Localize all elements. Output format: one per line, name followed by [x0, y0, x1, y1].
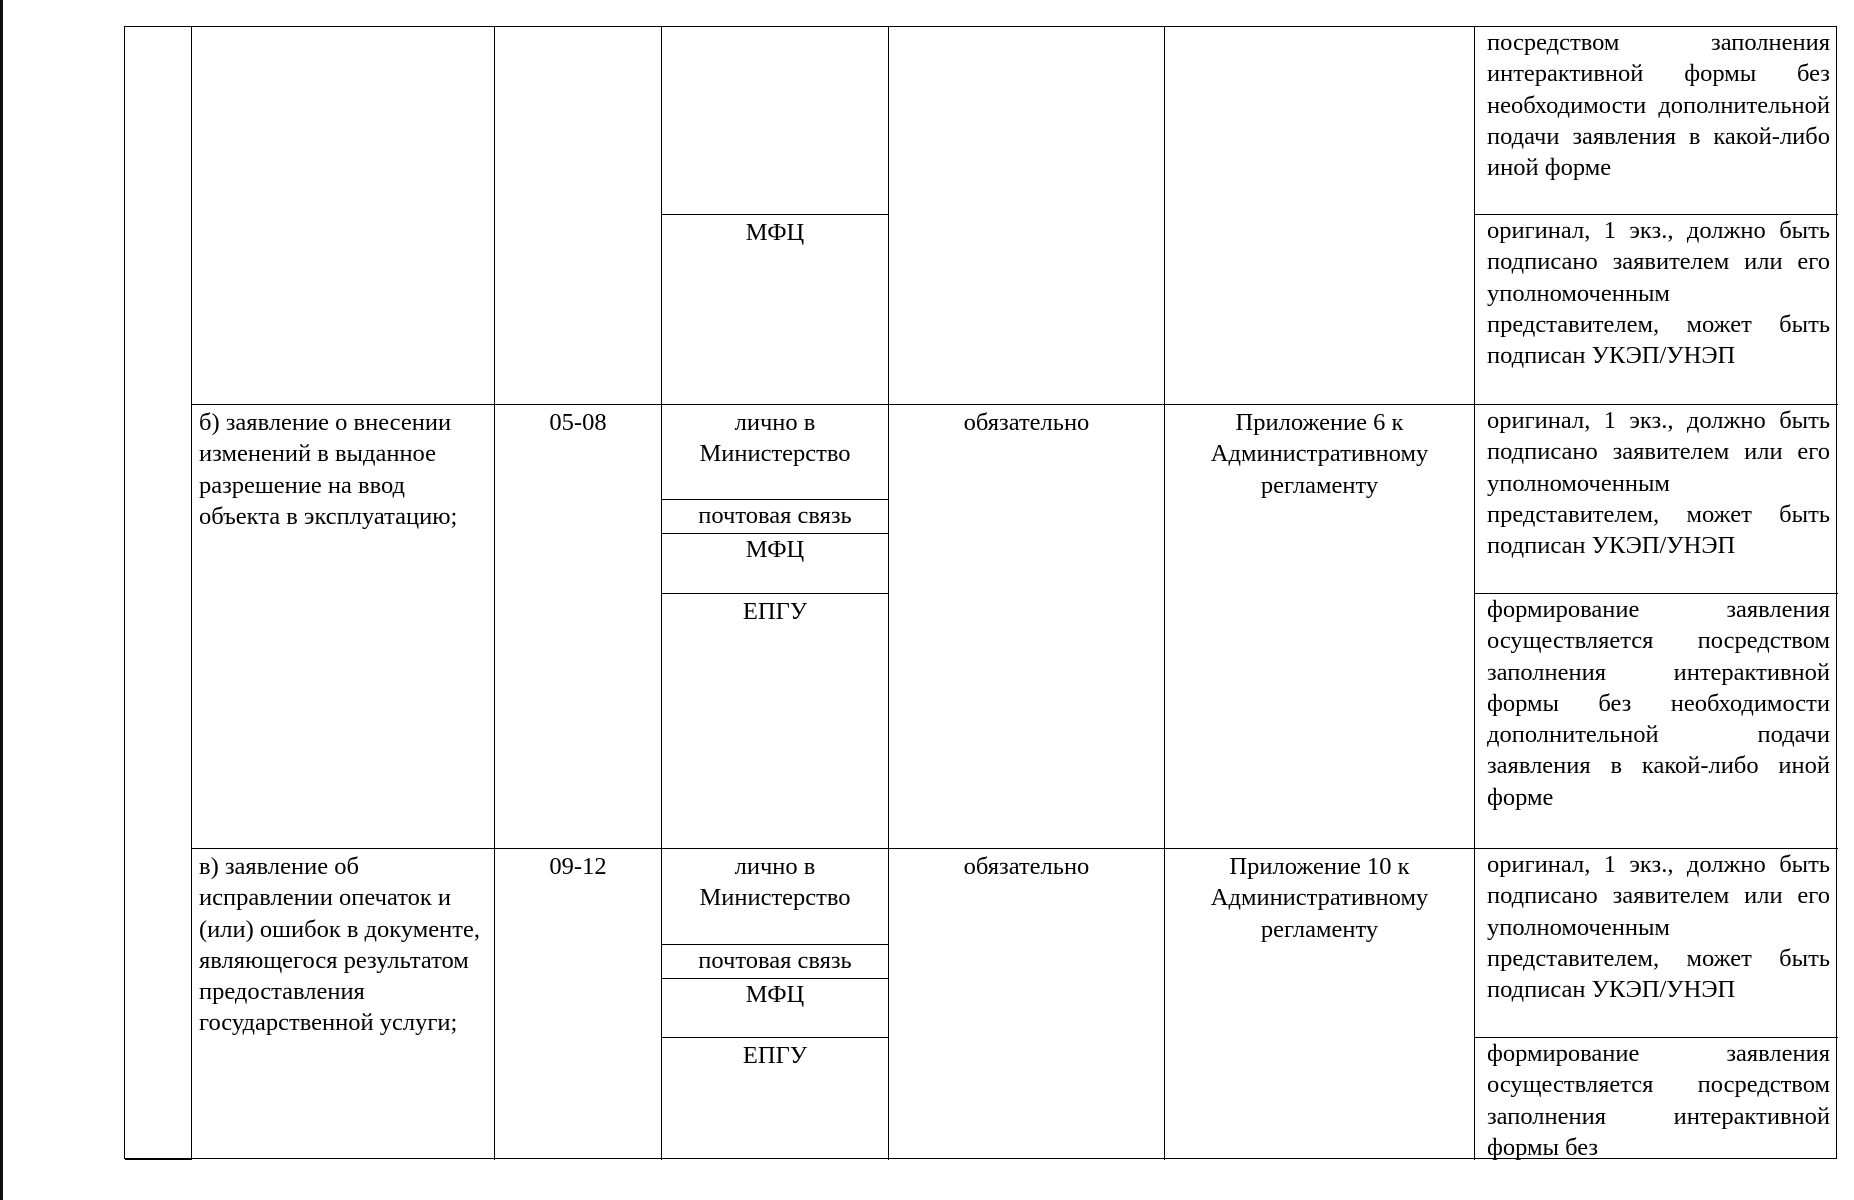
row-c-channel-personal: лично в Министерство: [662, 849, 889, 945]
row-c-form-reference: Приложение 10 к Административному регламенту: [1165, 849, 1475, 1160]
prev-row-form-cell: [1165, 27, 1475, 405]
row-c-channel-post: почтовая связь: [662, 945, 889, 979]
row-b-note-epgu: формирование заявления осуществляется посредством заполнения интерактивной формы без необходимости дополнительной подачи заявления в какой-либо иной форме: [1475, 594, 1838, 849]
row-b-channel-post: почтовая связь: [662, 500, 889, 534]
prev-row-code-cell: [495, 27, 662, 405]
row-b-required: обязательно: [889, 405, 1165, 849]
documents-table: [124, 26, 1837, 1159]
row-c-channel-epgu: ЕПГУ: [662, 1038, 889, 1160]
row-c-required: обязательно: [889, 849, 1165, 1160]
row-b-channel-personal: лично в Министерство: [662, 405, 889, 500]
prev-row-name-cell: [192, 27, 495, 405]
prev-row-note-epgu: посредством заполнения интерактивной формы без необходимости дополнительной подачи заявления в какой-либо иной форме: [1475, 27, 1838, 215]
row-c-document-name: в) заявление об исправлении опечаток и (или) ошибок в документе, являющегося результатом предоставления государственной услуги;: [192, 849, 495, 1160]
prev-row-required-cell: [889, 27, 1165, 405]
row-c-code: 09-12: [495, 849, 662, 1160]
blank-number-column: [125, 27, 192, 1160]
row-b-code: 05-08: [495, 405, 662, 849]
row-b-channel-epgu: ЕПГУ: [662, 594, 889, 849]
page-left-border: [0, 0, 3, 1200]
prev-row-note-mfc: оригинал, 1 экз., должно быть подписано заявителем или его уполномоченным представителем, может быть подписан УКЭП/УНЭП: [1475, 215, 1838, 405]
row-c-channel-mfc: МФЦ: [662, 979, 889, 1038]
row-c-note-paper: оригинал, 1 экз., должно быть подписано заявителем или его уполномоченным представителем, может быть подписан УКЭП/УНЭП: [1475, 849, 1838, 1038]
row-c-note-epgu: формирование заявления осуществляется посредством заполнения интерактивной формы без: [1487, 1040, 1830, 1160]
row-b-form-reference: Приложение 6 к Административному регламенту: [1165, 405, 1475, 849]
row-b-document-name: б) заявление о внесении изменений в выданное разрешение на ввод объекта в эксплуатацию;: [192, 405, 495, 849]
prev-row-channel-mfc: МФЦ: [662, 215, 889, 405]
prev-row-channel-epgu-cell: [662, 27, 889, 215]
row-b-note-paper: оригинал, 1 экз., должно быть подписано заявителем или его уполномоченным представителем, может быть подписан УКЭП/УНЭП: [1475, 405, 1838, 594]
row-b-channel-mfc: МФЦ: [662, 534, 889, 594]
